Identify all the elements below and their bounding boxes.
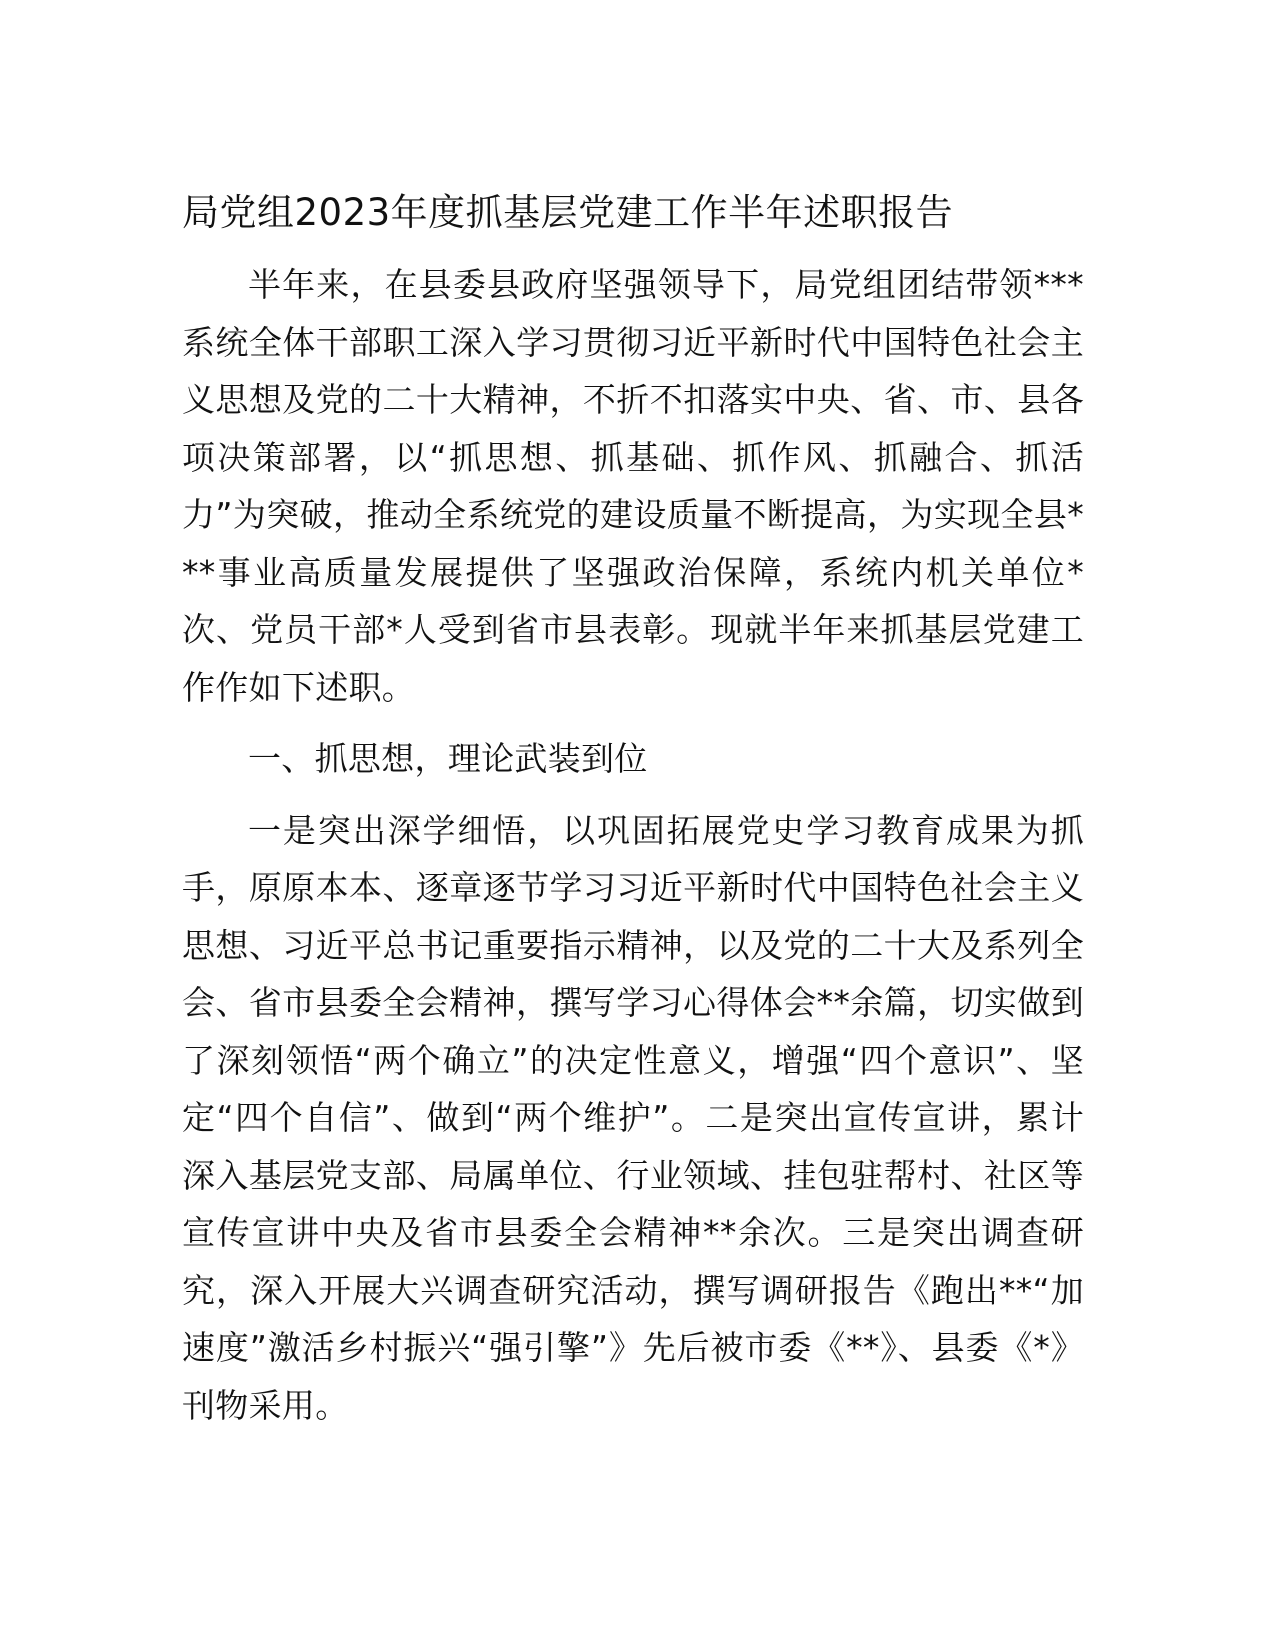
section-heading: 一、抓思想，理论武装到位: [248, 739, 648, 778]
intro-paragraph: 半年来，在县委县政府坚强领导下，局党组团结带领***系统全体干部职工深入学习贯彻习近平新时代中国特色社会主义思想及党的二十大精神，不折不扣落实中央、省、市、县各项决策部署，以“抓思想、抓基础、抓作风、抓融合、抓活力”为突破，推动全系统党的建设质量不断提高，为实现全县***事业高质量发展提供了坚强政治保障，系统内机关单位*次、党员干部*人受到省市县表彰。现就半年来抓基层党建工作作如下述职。: [182, 265, 1084, 707]
document-body: [182, 188, 1084, 1434]
section-paragraph: 一是突出深学细悟，以巩固拓展党史学习教育成果为抓手，原原本本、逐章逐节学习习近平新时代中国特色社会主义思想、习近平总书记重要指示精神，以及党的二十大及系列全会、省市县委全会精神，撰写学习心得体会**余篇，切实做到了深刻领悟“两个确立”的决定性意义，增强“四个意识”、坚定“四个自信”、做到“两个维护”。二是突出宣传宣讲，累计深入基层党支部、局属单位、行业领域、挂包驻帮村、社区等宣传宣讲中央及省市县委全会精神**余次。三是突出调查研究，深入开展大兴调查研究活动，撰写调研报告《跑出**“加速度”激活乡村振兴“强引擎”》先后被市委《**》、县委《*》刊物采用。: [182, 810, 1084, 1425]
document-title: 局党组2023年度抓基层党建工作半年述职报告: [182, 191, 954, 234]
